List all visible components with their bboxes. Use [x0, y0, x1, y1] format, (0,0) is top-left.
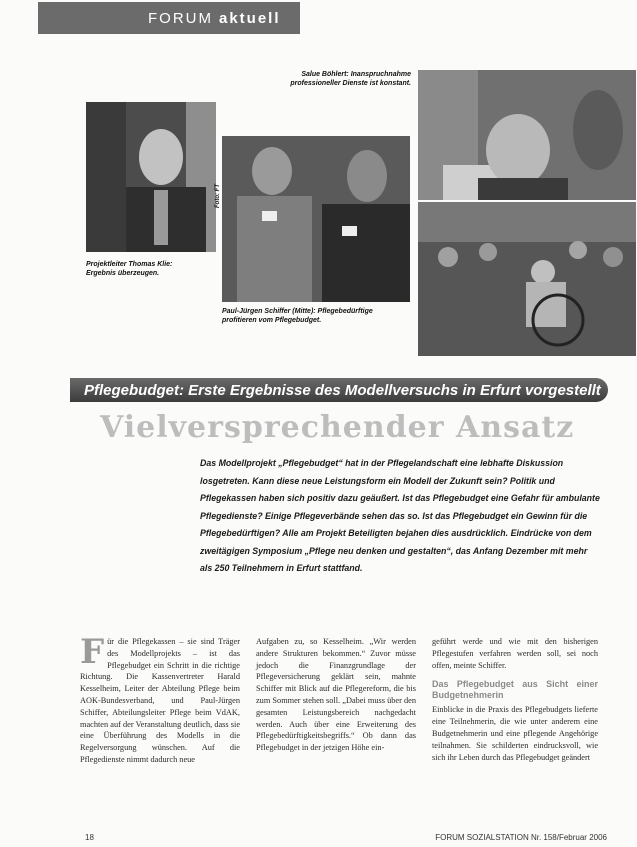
magazine-footer: FORUM SOZIALSTATION Nr. 158/Februar 2006: [435, 833, 607, 842]
text-column-2: [256, 636, 416, 754]
column-3-text-continued: Einblicke in die Praxis des Pflegebudgets lieferte eine Teilnehmerin, die wie unter anderem eine Budgetnehmerin und eine pflegende Angehörige teilnahmen. Sie schilderten eindrucksvoll, wie sich ihr Leben durch das Pflegebudget geändert: [432, 705, 598, 762]
page-number: 18: [85, 833, 94, 842]
section-header: [38, 2, 300, 34]
section-label-bold: aktuell: [219, 9, 281, 27]
text-column-3: [432, 636, 598, 763]
photo-speaker-top-right: [418, 70, 636, 200]
article-headline: Vielversprechender Ansatz: [100, 410, 575, 445]
text-column-1: [80, 632, 240, 766]
caption-middle: Paul-Jürgen Schiffer (Mitte): Pflegebedürftige profitieren vom Pflegebudget.: [222, 308, 373, 324]
column-3-subhead: Das Pflegebudget aus Sicht einer Budgetnehmerin: [432, 679, 598, 701]
photo-audience: [418, 202, 636, 356]
section-label: FORUM: [148, 9, 213, 27]
photo-credit: Foto: FT: [215, 184, 221, 208]
column-1-text: ür die Pflegekassen – sie sind Träger des Modellprojekts – ist das Pflegebudget ein Schritt in die richtige Richtung. Die Kassenvertreter Harald Kesselheim, Leiter der Abteilung Pflege beim AOK-Bundesverband, und Paul-Jürgen Schiffer, Abteilungsleiter Pflege beim VdAK, machten auf der Veranstaltung deutlich, dass sie eine Überführung des Modells in die Regelversorgung wünschen. Auf die Pflegedienste nimmt dadurch neue: [80, 637, 240, 764]
column-2-text: Aufgaben zu, so Kesselheim. „Wir werden andere Strukturen bekommen.“ Zuvor müsse jedoch die Finanzgrundlage der Pflegeversicherung geklärt sein, mahnte Schiffer mit Blick auf die Pflegereform, die bis zum Sommer stehen soll. „Dabei muss über den gesamten Leistungsbereich nachgedacht werden. Auch über eine Erweiterung des Pflegebedürftigkeitsbegriffs.“ Ob dann das Pflegebudget in der jetzigen Höhe ein-: [256, 637, 416, 753]
caption-top-right: Salue Böhlert: Inanspruchnahme professioneller Dienste ist konstant.: [290, 71, 411, 87]
drop-cap: F: [80, 632, 105, 672]
photo-thomas-klie: [86, 102, 216, 252]
column-3-text: geführt werde und wie mit den bisherigen Pflegestufen verfahren werden soll, sei noch offen, meinte Schiffer.: [432, 637, 598, 670]
caption-left: Projektleiter Thomas Klie: Ergebnis überzeugen.: [86, 261, 173, 277]
article-lead: Das Modellprojekt „Pflegebudget“ hat in der Pflegelandschaft eine lebhafte Diskussion losgetreten. Kann diese neue Leistungsform ein Modell der Zukunft sein? Politik und Pflegekassen haben sich positiv dazu geäußert. Ist das Pflegebudget eine Gefahr für ambulante Pflegedienste? Einige Pflegeverbände sehen das so. Ist das Pflegebudget ein Gewinn für die Pflegebedürftigen? Alle am Projekt Beteiligten bejahen dies ausdrücklich. Eindrücke von dem zweitägigen Symposium „Pflege neu denken und gestalten“, das Anfang Dezember mit mehr als 250 Teilnehmern in Erfurt stattfand.: [200, 458, 600, 573]
section-banner: Pflegebudget: Erste Ergebnisse des Modellversuchs in Erfurt vorgestellt: [70, 378, 608, 402]
photo-paul-juergen-schiffer: [222, 136, 410, 302]
